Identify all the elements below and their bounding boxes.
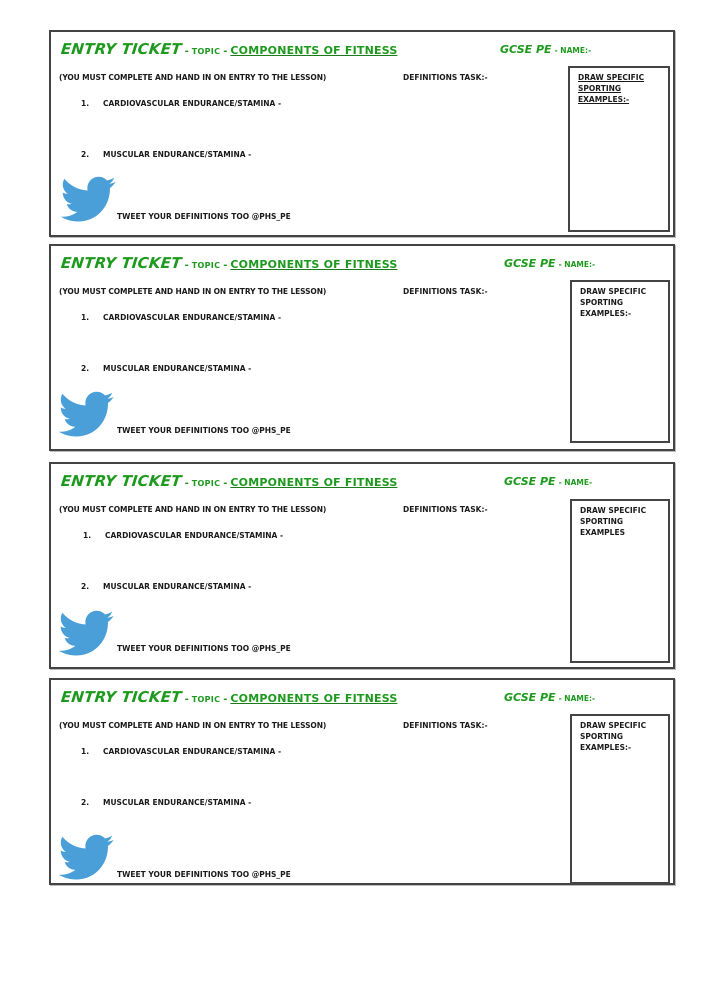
gcse-name-header	[500, 43, 591, 56]
separator: -	[223, 260, 228, 271]
question-1	[81, 313, 281, 322]
question-2	[81, 798, 251, 807]
draw-examples-box[interactable]	[570, 499, 670, 663]
draw-examples-label: DRAW SPECIFIC SPORTING EXAMPLES:-	[578, 73, 645, 104]
entry-ticket-2	[49, 244, 675, 451]
question-text: CARDIOVASCULAR ENDURANCE/STAMINA -	[103, 99, 282, 108]
separator: -	[223, 694, 228, 705]
question-number: 1.	[81, 99, 90, 108]
question-2	[81, 150, 251, 159]
definitions-task-label: DEFINITIONS TASK:-	[403, 287, 488, 296]
gcse-name-header	[504, 691, 595, 704]
instruction-text: (YOU MUST COMPLETE AND HAND IN ON ENTRY TO THE LESSON)	[59, 505, 327, 514]
ticket-title	[61, 472, 397, 490]
instruction-text: (YOU MUST COMPLETE AND HAND IN ON ENTRY TO THE LESSON)	[59, 73, 327, 82]
question-text: CARDIOVASCULAR ENDURANCE/STAMINA -	[103, 313, 282, 322]
topic-name: COMPONENTS OF FITNESS	[230, 476, 398, 489]
draw-examples-label: DRAW SPECIFIC SPORTING EXAMPLES:-	[580, 287, 647, 318]
draw-examples-label: DRAW SPECIFIC SPORTING EXAMPLES	[580, 506, 647, 537]
question-number: 2.	[81, 582, 90, 591]
draw-examples-label: DRAW SPECIFIC SPORTING EXAMPLES:-	[580, 721, 647, 752]
ticket-title	[61, 40, 397, 58]
gcse-pe-label: GCSE PE	[504, 475, 556, 488]
name-field-label: - NAME:-	[558, 694, 596, 703]
definitions-task-label: DEFINITIONS TASK:-	[403, 721, 488, 730]
question-1	[83, 531, 283, 540]
twitter-bird-icon	[61, 176, 117, 222]
question-text: MUSCULAR ENDURANCE/STAMINA -	[103, 150, 252, 159]
question-text: CARDIOVASCULAR ENDURANCE/STAMINA -	[103, 747, 282, 756]
entry-ticket-4	[49, 678, 675, 885]
question-number: 2.	[81, 798, 90, 807]
definitions-task-label: DEFINITIONS TASK:-	[403, 73, 488, 82]
draw-examples-box[interactable]	[570, 280, 670, 443]
entry-ticket-label: ENTRY TICKET	[60, 254, 183, 272]
gcse-pe-label: GCSE PE	[500, 43, 552, 56]
question-number: 2.	[81, 364, 90, 373]
name-field-label: - NAME-	[558, 478, 593, 487]
entry-ticket-3	[49, 462, 675, 669]
name-field-label: - NAME:-	[558, 260, 596, 269]
topic-label: TOPIC	[191, 261, 221, 270]
topic-label: TOPIC	[191, 47, 221, 56]
topic-name: COMPONENTS OF FITNESS	[230, 692, 398, 705]
definitions-task-label: DEFINITIONS TASK:-	[403, 505, 488, 514]
twitter-bird-icon	[59, 834, 115, 880]
gcse-pe-label: GCSE PE	[504, 691, 556, 704]
question-text: CARDIOVASCULAR ENDURANCE/STAMINA -	[105, 531, 284, 540]
gcse-pe-label: GCSE PE	[504, 257, 556, 270]
name-field-label: - NAME:-	[554, 46, 592, 55]
question-number: 2.	[81, 150, 90, 159]
instruction-text: (YOU MUST COMPLETE AND HAND IN ON ENTRY TO THE LESSON)	[59, 721, 327, 730]
tweet-instruction: TWEET YOUR DEFINITIONS TOO @PHS_PE	[117, 212, 291, 221]
ticket-title	[61, 254, 397, 272]
entry-ticket-1	[49, 30, 675, 237]
question-text: MUSCULAR ENDURANCE/STAMINA -	[103, 364, 252, 373]
separator: -	[223, 46, 228, 57]
question-1	[81, 99, 281, 108]
topic-name: COMPONENTS OF FITNESS	[230, 44, 398, 57]
question-text: MUSCULAR ENDURANCE/STAMINA -	[103, 582, 252, 591]
question-text: MUSCULAR ENDURANCE/STAMINA -	[103, 798, 252, 807]
topic-name: COMPONENTS OF FITNESS	[230, 258, 398, 271]
separator: -	[184, 478, 189, 489]
separator: -	[223, 478, 228, 489]
separator: -	[184, 260, 189, 271]
entry-ticket-label: ENTRY TICKET	[60, 688, 183, 706]
question-number: 1.	[81, 747, 90, 756]
question-number: 1.	[81, 313, 90, 322]
ticket-title	[61, 688, 397, 706]
tweet-instruction: TWEET YOUR DEFINITIONS TOO @PHS_PE	[117, 426, 291, 435]
tweet-instruction: TWEET YOUR DEFINITIONS TOO @PHS_PE	[117, 644, 291, 653]
separator: -	[184, 694, 189, 705]
question-number: 1.	[83, 531, 92, 540]
entry-ticket-label: ENTRY TICKET	[60, 40, 183, 58]
draw-examples-box[interactable]	[570, 714, 670, 884]
twitter-bird-icon	[59, 391, 115, 437]
question-1	[81, 747, 281, 756]
draw-examples-box[interactable]	[568, 66, 670, 232]
instruction-text: (YOU MUST COMPLETE AND HAND IN ON ENTRY TO THE LESSON)	[59, 287, 327, 296]
topic-label: TOPIC	[191, 479, 221, 488]
question-2	[81, 582, 251, 591]
entry-ticket-label: ENTRY TICKET	[60, 472, 183, 490]
tweet-instruction: TWEET YOUR DEFINITIONS TOO @PHS_PE	[117, 870, 291, 879]
gcse-name-header	[504, 475, 592, 488]
separator: -	[184, 46, 189, 57]
twitter-bird-icon	[59, 610, 115, 656]
gcse-name-header	[504, 257, 595, 270]
question-2	[81, 364, 251, 373]
topic-label: TOPIC	[191, 695, 221, 704]
